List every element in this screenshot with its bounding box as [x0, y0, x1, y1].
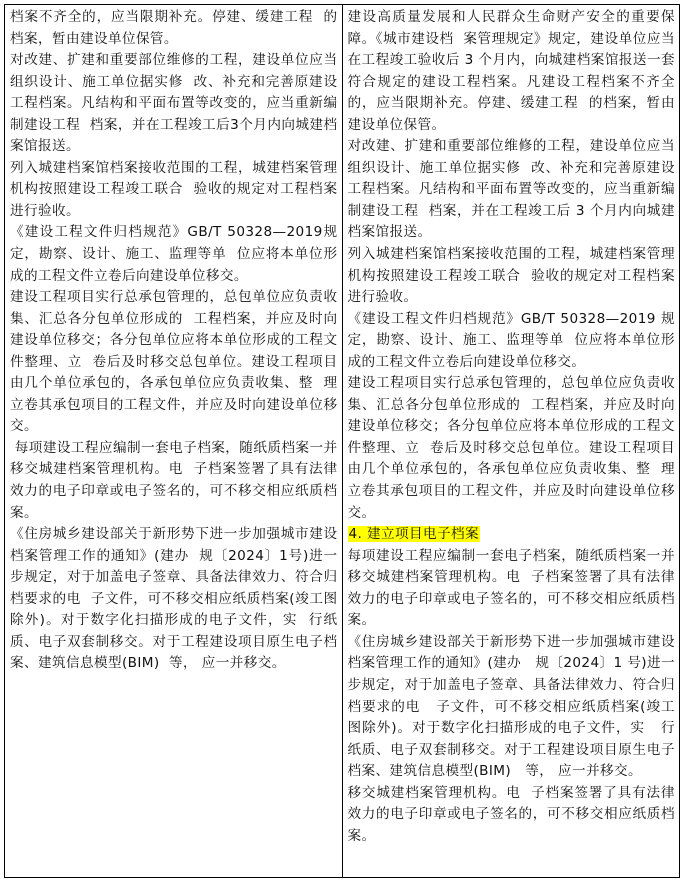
left-paragraph: 对改建、扩建和重要部位维修的工程，建设单位应当组织设计、施工单位据实修 改、补充和完善原建设工程档案。凡结构和平面布置等改变的，应当重新编制建设工程 档案，并在工程竣工后3个月内向城建档案馆报送。 [10, 52, 338, 155]
left-paragraph: 每项建设工程应编制一套电子档案，随纸质档案一并移交城建档案管理机构。电 子档案签署了具有法律效力的电子印章或电子签名的，可不移交相应纸质档案。 [10, 439, 338, 521]
right-paragraph: 《住房城乡建设部关于新形势下进一步加强城市建设档案管理工作的通知》(建办 规〔2024〕1 号)进一步规定，对于加盖电子签章、具备法律效力、符合归档要求的电 子文件，可不移交相应纸质档案(竣工图除外)。对于数字化扫描形成的电子文件，实 行纸质、电子双套制移交。对于工程建设项目原生电子档案、建筑信息模型(BIM) 等， 应一并移交。 [347, 633, 675, 780]
right-paragraph: 《建设工程文件归档规范》GB/T 50328—2019 规定，勘察、设计、施工、监理等单 位应将本单位形成的工程文件立卷后向建设单位移交。 [347, 310, 675, 370]
section-heading-highlighted: 4. 建立项目电子档案 [348, 526, 479, 543]
right-paragraph: 每项建设工程应编制一套电子档案，随纸质档案一并移交城建档案管理机构。电 子档案签署了具有法律效力的电子印章或电子签名的，可不移交相应纸质档案。 [347, 547, 675, 629]
right-column [343, 5, 685, 877]
left-column [5, 5, 343, 877]
right-paragraph: 移交城建档案管理机构。电 子档案签署了具有法律效力的电子印章或电子签名的，可不移交相应纸质档案。 [347, 784, 675, 844]
left-paragraph: 建设工程项目实行总承包管理的，总包单位应负责收集、汇总各分包单位形成的 工程档案，并应及时向建设单位移交；各分包单位应将本单位形成的工程文件整理、立 卷后及时移交总包单位。建设工程项目由几个单位承包的，各承包单位应负责收集、整 理立卷其承包项目的工程文件，并应及时向建设单位移交。 [10, 289, 338, 435]
comparison-table [4, 4, 685, 878]
left-paragraph: 《建设工程文件归档规范》GB/T 50328—2019规定，勘察、设计、施工、监理等单 位应将本单位形成的工程文件立卷后向建设单位移交。 [10, 224, 338, 284]
right-paragraph: 建设高质量发展和人民群众生命财产安全的重要保障。《城市建设档 案管理规定》规定，建设单位应当在工程竣工验收后 3 个月内，向城建档案馆报送一套 符合规定的建设工程档案。凡建设工程档案不齐全的，应当限期补充。停建、缓建工程 的档案，暂由建设单位保管。 [347, 9, 685, 133]
right-paragraph: 对改建、扩建和重要部位维修的工程，建设单位应当组织设计、施工单位据实修 改、补充和完善原建设工程档案。凡结构和平面布置等改变的，应当重新编制建设工程 档案，并在工程竣工后 3 个月内向城建档案馆报送。 [347, 138, 675, 241]
right-paragraph: 建设工程项目实行总承包管理的，总包单位应负责收集、汇总各分包单位形成的 工程档案，并应及时向建设单位移交；各分包单位应将本单位形成的工程文件整理、立 卷后及时移交总包单位。建设工程项目由几个单位承包的，各承包单位应负责收集、整 理立卷其承包项目的工程文件，并应及时向建设单位移交。 [347, 375, 675, 521]
section-heading-row [348, 524, 676, 546]
right-paragraph: 列入城建档案馆档案接收范围的工程，城建档案管理机构按照建设工程竣工联合 验收的规定对工程档案进行验收。 [347, 246, 675, 306]
left-paragraph: 《住房城乡建设部关于新形势下进一步加强城市建设档案管理工作的通知》(建办 规〔2024〕1号)进一步规定，对于加盖电子签章、具备法律效力、符合归档要求的电 子文件，可不移交相应纸质档案(竣工图除外)。对于数字化扫描形成的电子文件，实 行纸质、电子双套制移交。对于工程建设项目原生电子档案、建筑信息模型(BIM) 等， 应一并移交。 [10, 526, 338, 672]
left-paragraph: 列入城建档案馆档案接收范围的工程，城建档案管理机构按照建设工程竣工联合 验收的规定对工程档案进行验收。 [10, 159, 338, 219]
left-paragraph: 档案不齐全的，应当限期补充。停建、缓建工程 的档案，暂由建设单位保管。 [10, 9, 338, 47]
